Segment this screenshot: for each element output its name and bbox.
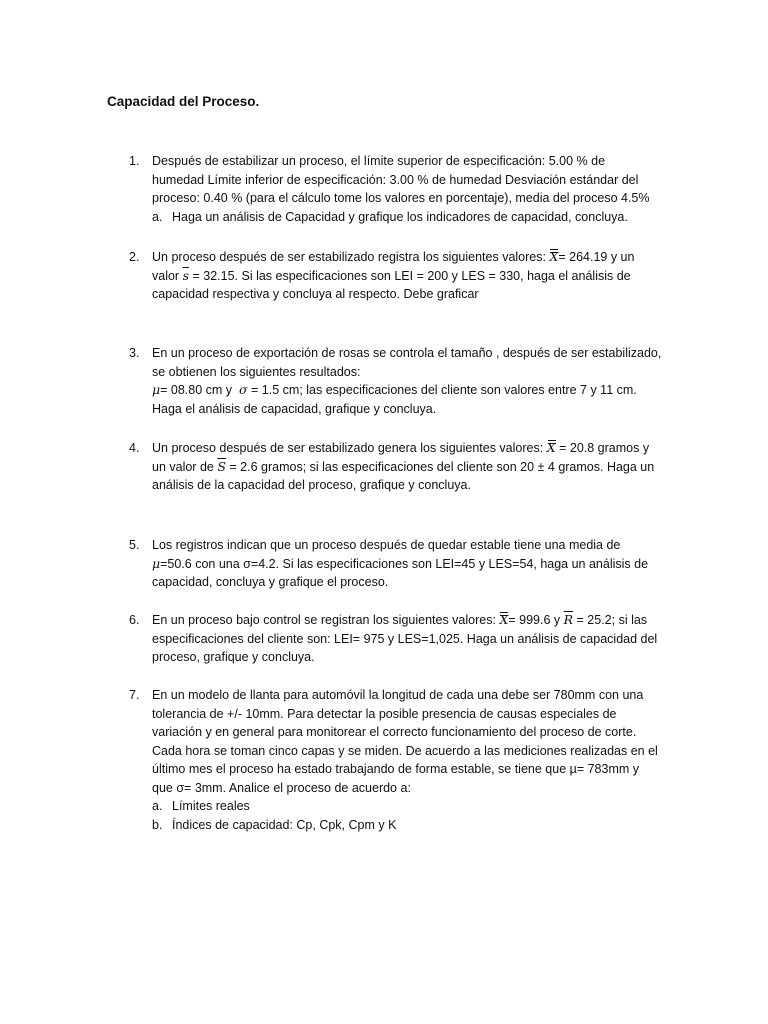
- sub-item: [129, 797, 659, 816]
- problem-text-line: Haga el análisis de capacidad, grafique y concluya.: [152, 401, 437, 416]
- problem-text-line: Los registros indican que un proceso después de quedar estable tiene una media de: [152, 538, 621, 552]
- problem-number: 7.: [129, 688, 140, 702]
- problem-number: 4.: [129, 441, 140, 455]
- problem-7: [129, 686, 659, 834]
- text-segment: = 1.5 cm; las especificaciones del cliente son valores entre 7 y 11 cm.: [251, 383, 637, 397]
- r-bar-symbol: $\overline{R}$: [563, 612, 574, 627]
- problem-text-line: Después de estabilizar un proceso, el límite superior de especificación: 5.00 % de: [152, 154, 606, 168]
- sub-item: [152, 816, 659, 835]
- problem-number: 6.: [129, 613, 140, 627]
- x-double-bar-symbol: X: [547, 439, 556, 458]
- problem-text-line: especificaciones del cliente son: LEI= 975 y LES=1,025. Haga un análisis de capacidad del: [152, 631, 658, 646]
- problem-text-line: que σ= 3mm. Analice el proceso de acuerdo a:: [152, 780, 411, 795]
- problem-number: 5.: [129, 538, 140, 552]
- problem-number: 1.: [129, 154, 140, 168]
- text-segment: = 264.19 y un: [558, 250, 635, 264]
- text-segment: = 25.2; si las: [576, 613, 648, 627]
- sub-item-text: Índices de capacidad: Cp, Cpk, Cpm y K: [172, 817, 397, 832]
- text-segment: = 08.80 cm y: [160, 383, 233, 397]
- problem-text-line: [152, 458, 659, 477]
- text-segment: En un proceso bajo control se registran los siguientes valores:: [152, 613, 496, 627]
- s-bar-symbol: $\overline{s}$: [182, 267, 189, 283]
- sub-item-label: a.: [152, 209, 163, 224]
- problem-4: [129, 439, 659, 495]
- text-segment: un valor de: [152, 459, 214, 474]
- problem-text-line: variación y en general para monitorear el correcto funcionamiento del proceso de corte.: [152, 725, 637, 739]
- problem-text-line: tolerancia de +/- 10mm. Para detectar la posible presencia de causas especiales de: [152, 706, 617, 721]
- problem-text-line: proceso, grafique y concluya.: [152, 650, 315, 664]
- problem-1: [129, 152, 659, 226]
- problem-2: [129, 248, 659, 304]
- text-segment: =50.6 con una σ=4.2. Si las especificaciones son LEI=45 y LES=54, haga un análisis de: [160, 556, 649, 571]
- problem-5: [129, 536, 659, 592]
- problem-text-line: [152, 267, 659, 286]
- problem-text-line: análisis de la capacidad del proceso, grafique y concluya.: [152, 478, 471, 492]
- mu-symbol: μ: [152, 555, 161, 571]
- problem-6: [129, 611, 659, 667]
- problem-text-line: humedad Límite inferior de especificación: 3.00 % de humedad Desviación estándar del: [152, 172, 639, 187]
- problem-number: 2.: [129, 250, 140, 264]
- problem-text-line: proceso: 0.40 % (para el cálculo tome los valores en porcentaje), media del proceso 4.5%: [152, 191, 650, 205]
- problem-text-line: Cada hora se toman cinco capas y se miden. De acuerdo a las mediciones realizadas en el: [152, 743, 658, 758]
- sub-item-text: Haga un análisis de Capacidad y grafique los indicadores de capacidad, concluya.: [172, 209, 628, 224]
- problem-number: 3.: [129, 346, 140, 360]
- text-segment: = 999.6 y: [508, 613, 561, 627]
- problem-text-line: último mes el proceso ha estado trabajando de forma estable, se tiene que µ= 783mm y: [152, 762, 639, 776]
- problem-text-line: [152, 611, 659, 630]
- problem-text-line: En un modelo de llanta para automóvil la longitud de cada una debe ser 780mm con una: [152, 688, 644, 702]
- text-segment: Un proceso después de ser estabilizado genera los siguientes valores:: [152, 441, 544, 455]
- problem-text-line: [152, 555, 659, 574]
- sub-item-label: b.: [152, 817, 163, 832]
- problem-3: [129, 344, 662, 418]
- problem-text-line: se obtienen los siguientes resultados:: [152, 364, 361, 379]
- s-bar-symbol: $\overline{S}$: [217, 458, 226, 474]
- text-segment: Un proceso después de ser estabilizado registra los siguientes valores:: [152, 250, 546, 264]
- mu-symbol: μ: [152, 382, 161, 397]
- problem-text-line: En un proceso de exportación de rosas se controla el tamaño , después de ser estabilizado,: [152, 346, 662, 360]
- sub-item-label: a.: [152, 799, 163, 813]
- problem-text-line: capacidad respectiva y concluya al respecto. Debe graficar: [152, 287, 479, 301]
- document-title: Capacidad del Proceso.: [107, 94, 260, 109]
- problem-text-line: capacidad, concluya y grafique el proceso.: [152, 575, 389, 589]
- text-segment: = 2.6 gramos; si las especificaciones del cliente son 20 ± 4 gramos. Haga un: [229, 459, 655, 474]
- text-segment: = 32.15. Si las especificaciones son LEI = 200 y LES = 330, haga el análisis de: [192, 268, 631, 283]
- sigma-symbol: σ: [239, 382, 248, 397]
- problem-text-line: [152, 248, 659, 267]
- x-double-bar-symbol: X: [549, 248, 558, 267]
- text-segment: = 20.8 gramos y: [559, 441, 650, 455]
- text-segment: valor: [152, 268, 180, 283]
- problem-text-line: [152, 439, 659, 458]
- x-double-bar-symbol: X: [499, 611, 508, 630]
- sub-item-text: Límites reales: [172, 799, 250, 813]
- sub-item: [152, 208, 659, 227]
- problem-text-line: [152, 381, 659, 400]
